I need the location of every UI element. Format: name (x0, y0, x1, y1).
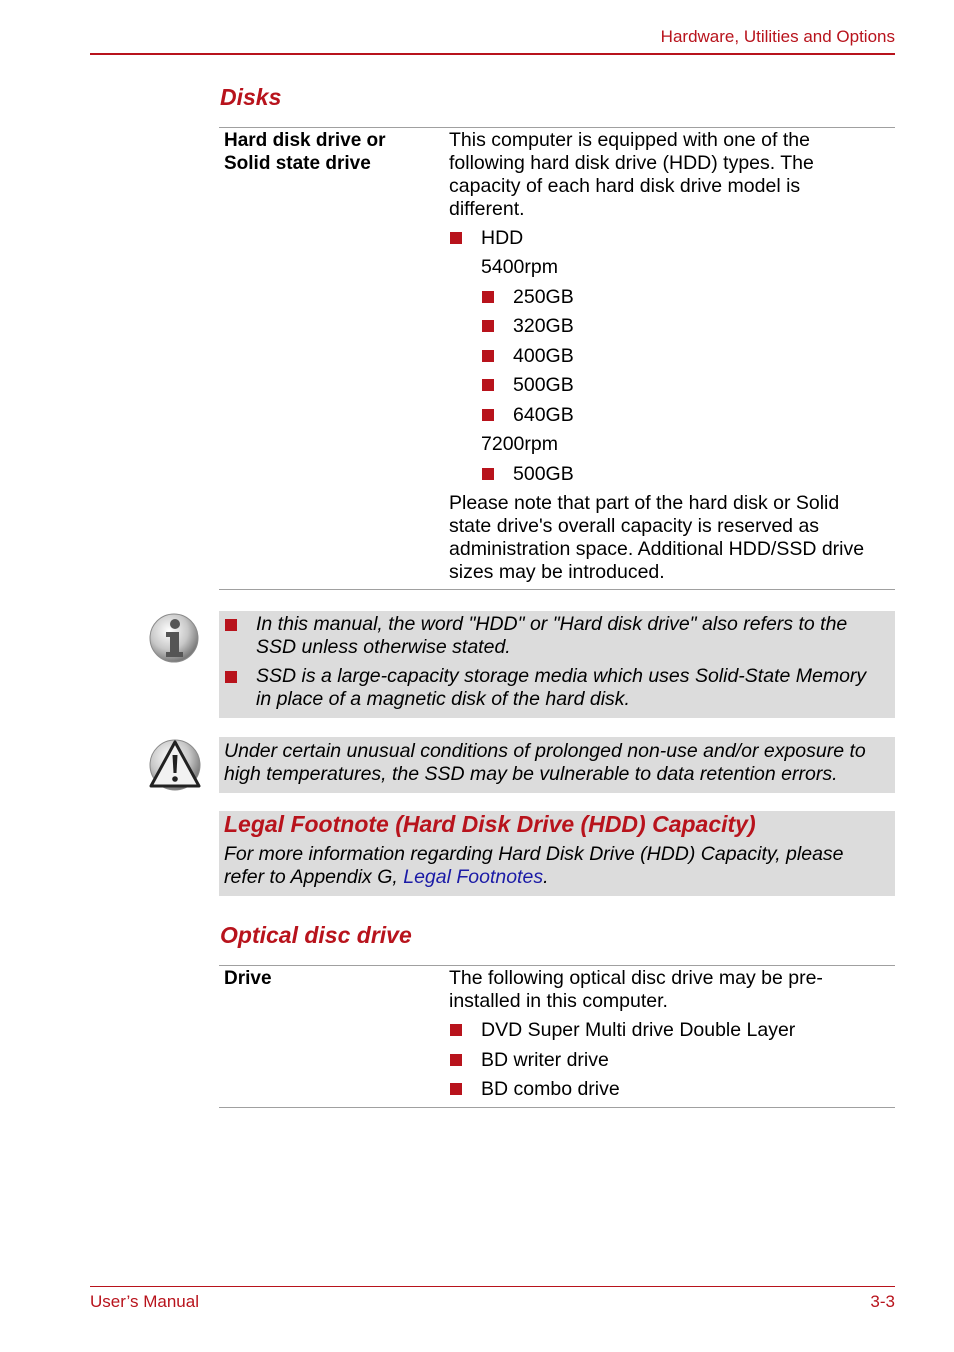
list-item: 640GB (513, 404, 574, 426)
caution-text: Under certain unusual conditions of prolonged non-use and/or exposure to high temperatures, the SSD may be vulnerable to data retention errors. (224, 740, 866, 785)
table-bottom-rule (219, 589, 895, 590)
bullet-icon (482, 468, 494, 480)
speed-5400: 5400rpm (481, 256, 558, 278)
list-item: 400GB (513, 345, 574, 367)
bullet-icon (225, 671, 237, 683)
bullet-icon (450, 1054, 462, 1066)
bullet-icon (450, 232, 462, 244)
optical-intro: The following optical disc drive may be pre- installed in this computer. (449, 967, 823, 1012)
warning-icon (148, 738, 202, 792)
disks-note: Please note that part of the hard disk or Solid state drive's overall capacity is reserved as administration space. Additional HDD/SSD drive sizes may be introduced. (449, 492, 865, 583)
disks-label: Hard disk drive or Solid state drive (224, 130, 386, 174)
legal-footnotes-link[interactable]: Legal Footnotes (403, 866, 544, 888)
bullet-icon (482, 409, 494, 421)
info-icon (148, 612, 200, 664)
list-item: 320GB (513, 315, 574, 337)
bullet-icon (450, 1024, 462, 1036)
bullet-icon (482, 291, 494, 303)
info-bullet-2: SSD is a large-capacity storage media which uses Solid-State Memory in place of a magnetic disk of the hard disk. (256, 665, 867, 710)
legal-footnote-title: Legal Footnote (Hard Disk Drive (HDD) Capacity) (224, 811, 756, 837)
list-item: 250GB (513, 286, 574, 308)
list-item: BD writer drive (481, 1049, 609, 1071)
footer-rule (90, 1286, 895, 1287)
bullet-icon (482, 350, 494, 362)
page-number: 3-3 (870, 1292, 895, 1311)
list-item: BD combo drive (481, 1078, 620, 1100)
legal-footnote-text: For more information regarding Hard Disk Drive (HDD) Capacity, please refer to Appendix G, Legal Footnotes. (224, 843, 844, 888)
optical-label: Drive (224, 968, 272, 989)
running-header: Hardware, Utilities and Options (660, 27, 895, 46)
speed-7200: 7200rpm (481, 433, 558, 455)
list-item: 500GB (513, 463, 574, 485)
section-heading-disks: Disks (220, 84, 282, 110)
table-top-rule (219, 965, 895, 966)
bullet-icon (482, 379, 494, 391)
info-bullet-1: In this manual, the word "HDD" or "Hard disk drive" also refers to the SSD unless otherwise stated. (256, 613, 848, 658)
footer-manual-title: User’s Manual (90, 1292, 199, 1311)
header-rule (90, 53, 895, 55)
bullet-icon (450, 1083, 462, 1095)
list-item-hdd: HDD (481, 227, 524, 249)
bullet-icon (225, 619, 237, 631)
disks-intro: This computer is equipped with one of the following hard disk drive (HDD) types. The capacity of each hard disk drive model is different. (449, 129, 814, 220)
section-heading-optical: Optical disc drive (220, 922, 412, 948)
table-bottom-rule (219, 1107, 895, 1108)
list-item: 500GB (513, 374, 574, 396)
legal-footnote-box (219, 811, 895, 896)
bullet-icon (482, 320, 494, 332)
info-note-box (219, 611, 895, 718)
caution-box (219, 737, 895, 793)
list-item: DVD Super Multi drive Double Layer (481, 1019, 796, 1041)
table-top-rule (219, 127, 895, 128)
